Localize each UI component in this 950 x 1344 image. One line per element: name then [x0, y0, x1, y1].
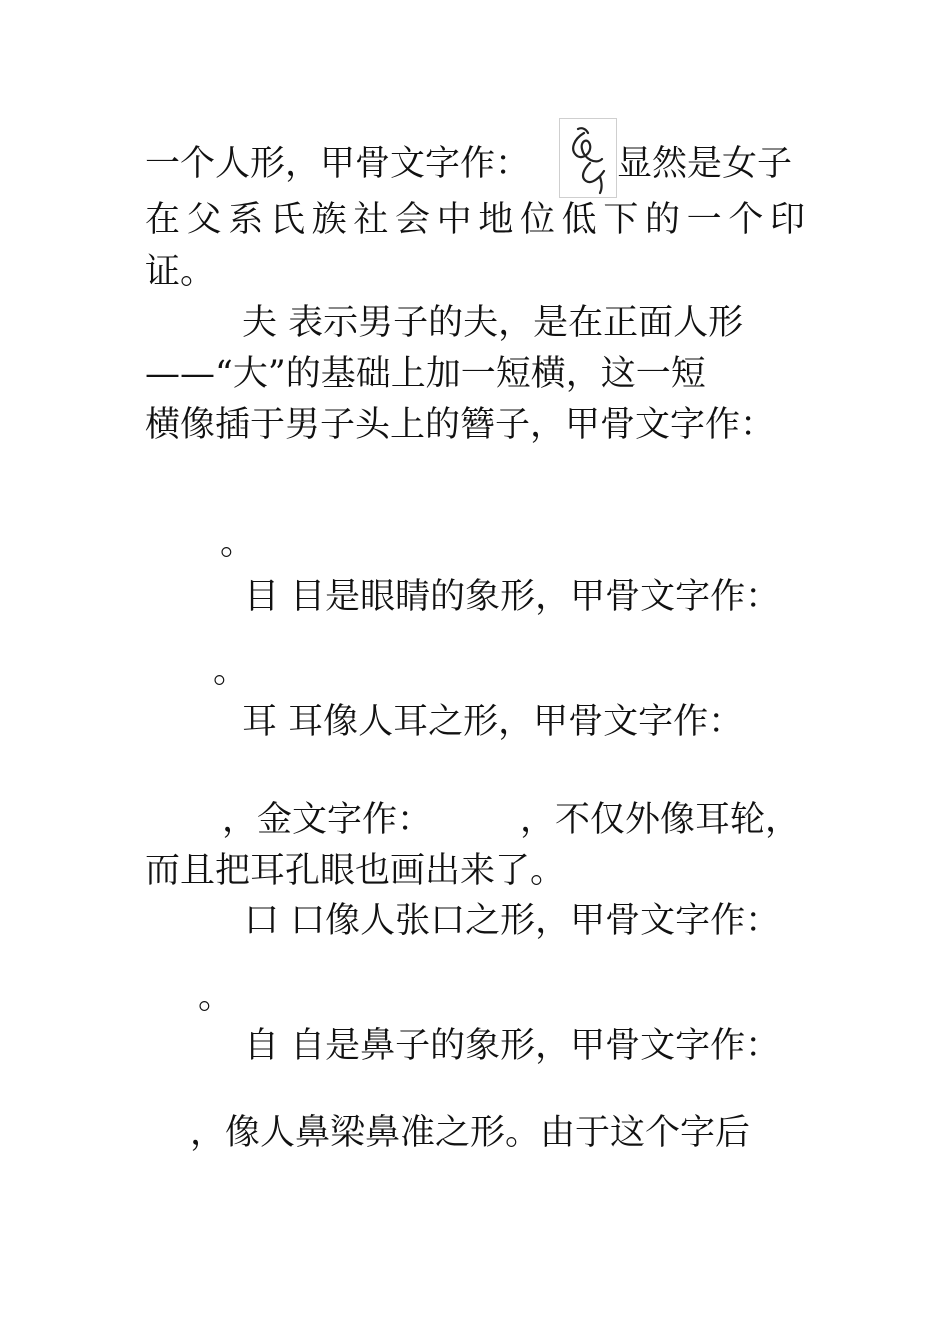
- text-line: [244, 574, 805, 620]
- text-line: [190, 1110, 805, 1156]
- text-line: [242, 300, 805, 346]
- text-line: [145, 402, 805, 448]
- text-segment: ——“大”的基础上加一短横，这一短: [145, 354, 706, 394]
- text-segment: 证。: [145, 252, 216, 292]
- text-line: [617, 141, 807, 187]
- text-segment: 而且把耳孔眼也画出来了。: [145, 851, 566, 891]
- text-line: [244, 1023, 805, 1069]
- text-segment: 一个人形，甲骨文字作：: [145, 144, 531, 184]
- text-segment: 显然是女子: [617, 144, 793, 184]
- text-line: [520, 797, 805, 843]
- text-segment: 口 口像人张口之形，甲骨文字作：: [244, 901, 781, 941]
- oracle-bone-character-image: [559, 118, 617, 198]
- text-segment: ，金文字作：: [222, 800, 433, 840]
- text-segment: ，不仅外像耳轮，: [520, 800, 801, 840]
- text-segment: 自 自是鼻子的象形，甲骨文字作：: [244, 1026, 781, 1066]
- text-segment: 夫 表示男子的夫，是在正面人形: [242, 303, 744, 343]
- text-period: 。: [213, 651, 249, 691]
- text-period: 。: [220, 523, 256, 563]
- text-period: 。: [198, 977, 234, 1017]
- text-line: [244, 898, 805, 944]
- text-line: [222, 797, 462, 843]
- text-line: [145, 249, 805, 295]
- text-line: [145, 351, 805, 397]
- text-segment: 横像插于男子头上的簪子，甲骨文字作：: [145, 405, 776, 445]
- text-line: [145, 197, 805, 243]
- text-segment: 目 目是眼睛的象形，甲骨文字作：: [244, 577, 781, 617]
- text-line: [242, 699, 805, 745]
- text-segment: 在父系氏族社会中地位低下的一个印: [145, 200, 805, 240]
- text-segment: 耳 耳像人耳之形，甲骨文字作：: [242, 702, 744, 742]
- text-line: [145, 848, 805, 894]
- text-segment: ，像人鼻梁鼻准之形。由于这个字后: [190, 1113, 751, 1153]
